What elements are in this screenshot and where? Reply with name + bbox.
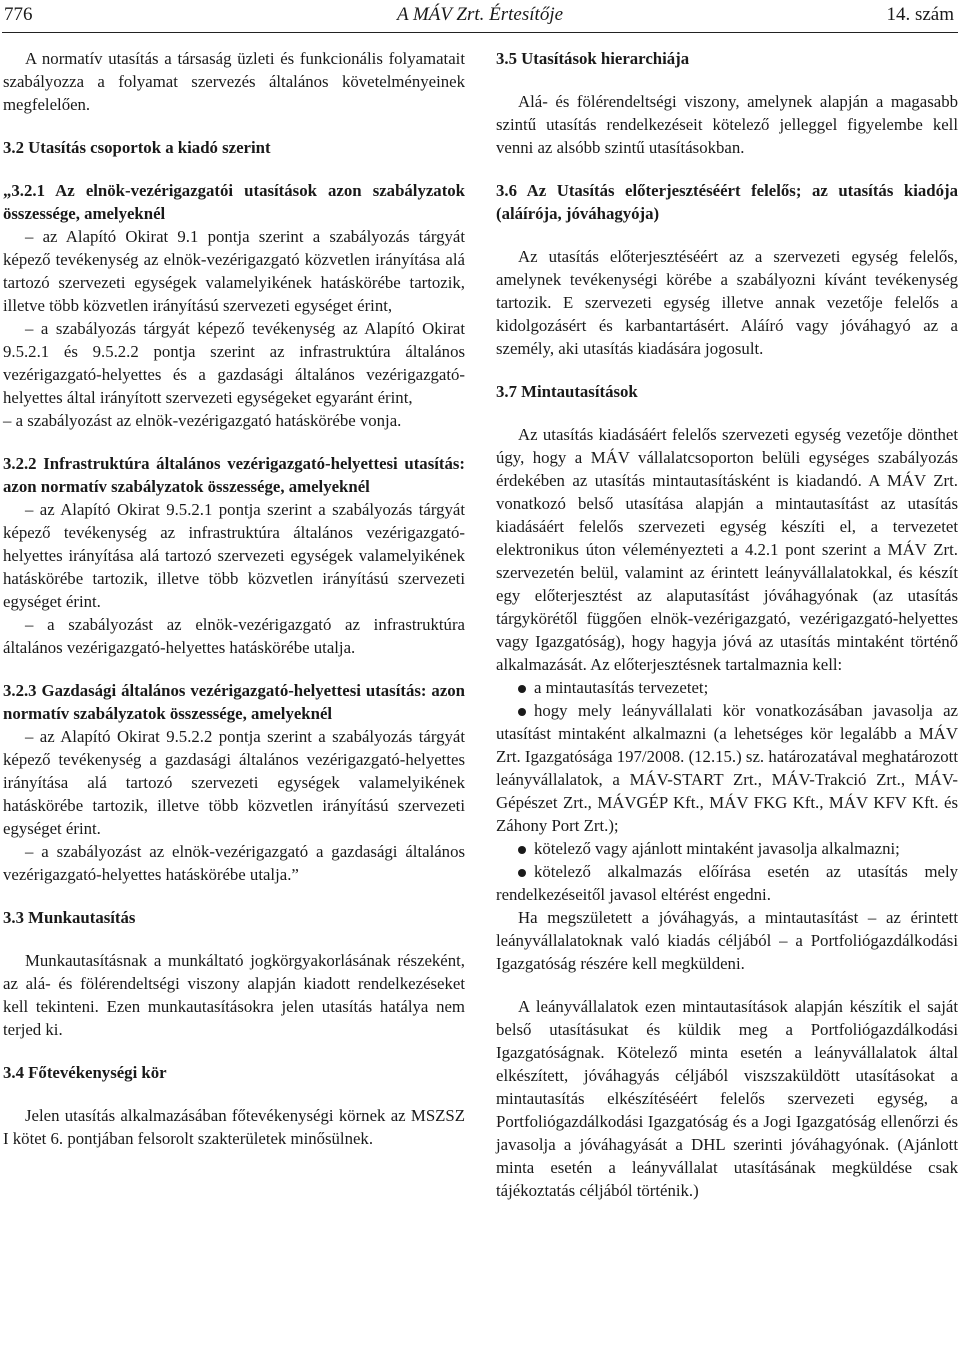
paragraph-3-2-3-a: – az Alapító Okirat 9.5.2.2 pontja szerint a szabályozás tárgyát képező tevékenység a gazdasági általános vezérigazgató-helyettes irányítása alá tartozó szervezeti egységek valamelyikének hatáskörébe tartozik, illetve több közvetlen irányítású szervezeti egységet érint. (3, 727, 465, 838)
right-column (496, 47, 958, 1202)
section-heading-3-2-2: 3.2.2 Infrastruktúra általános vezérigazgató-helyettesi utasítás: azon normatív szabályzatok összessége, amelyeknél (3, 454, 465, 496)
list-item-text: kötelező alkalmazás előírása esetén az utasítás mely rendelkezéseitől javasol eltérést engedni. (496, 862, 958, 904)
section-heading-3-2-1: „3.2.1 Az elnök-vezérigazgatói utasítások azon szabályzatok összessége, amelyeknél (3, 181, 465, 223)
bullet-icon (518, 708, 526, 716)
paragraph-3-3: Munkautasításnak a munkáltató jogkörgyakorlásának részeként, az alá- és fölérendeltségi viszony alapján kiadott rendelkezéseket kell tekinteni. Ezen munkautasításokra jelen utasítás hatálya nem terjed ki. (3, 951, 465, 1039)
left-column (3, 47, 465, 1150)
section-heading-3-4: 3.4 Főtevékenységi kör (3, 1063, 167, 1082)
paragraph-3-5: Alá- és fölérendeltségi viszony, amelynek alapján a magasabb szintű utasítás rendelkezéseit kötelező jelleggel figyelembe kell venni az alsóbb szintű utasításokban. (496, 92, 958, 157)
list-item (496, 676, 958, 699)
list-item-text: a mintautasítás tervezetet; (534, 678, 709, 697)
paragraph-3-4: Jelen utasítás alkalmazásában főtevékenységi körnek az MSZSZ I kötet 6. pontjában felsorolt szakterületek minősülnek. (3, 1106, 465, 1148)
paragraph-subsidiary: A leányvállalatok ezen mintautasítások alapján készítik el saját belső utasításukat és küldik meg a Portfoliógazdálkodási Igazgatóságnak. Kötelező minta esetén a leányvállalatok által elkészített, jóváhagyás céljából viszszaküldött utasításokat a mintautasítás elkészítéséért felelős szervezeti egység, a Portfoliógazdálkodási Igazgatóság és a Jogi Igazgatóság ellenőrzi és javasolja a jóváhagyását a DHL szerinti jóváhagyónak. (Ajánlott minta esetén a leányvállalat utasításának megküldése csak tájékoztatás céljából történik.) (496, 997, 958, 1200)
page-number: 776 (4, 4, 33, 25)
paragraph-3-2-3-b: – a szabályozást az elnök-vezérigazgató a gazdasági általános vezérigazgató-helyettes hatáskörébe utalja.” (3, 842, 465, 884)
section-heading-3-5: 3.5 Utasítások hierarchiája (496, 49, 690, 68)
section-heading-3-3: 3.3 Munkautasítás (3, 908, 136, 927)
issue-number: 14. szám (886, 4, 954, 25)
list-item-text: hogy mely leányvállalati kör vonatkozásában javasolja az utasítást mintaként alkalmazni (a lehetséges kör legalább a MÁV Zrt. Igazgatósága 197/2008. (12.15.) sz. határozatával meghatározott leányvállalatok, a MÁV-START Zrt., MÁV-Trakció Zrt., MÁV-Gépészet Zrt., MÁVGÉP Kft., MÁV FKG Kft., MÁV KFV Kft. és Záhony Port Zrt.); (496, 701, 958, 835)
paragraph-3-2-2-a: – az Alapító Okirat 9.5.2.1 pontja szerint a szabályozás tárgyát képező tevékenység az infrastruktúra általános vezérigazgató-helyettes irányítása alá tartozó szervezeti egységek valamelyikének hatáskörébe tartozik, illetve több közvetlen irányítású szervezeti egységet érint. (3, 500, 465, 611)
paragraph-3-7: Az utasítás kiadásáért felelős szervezeti egység vezetője dönthet úgy, hogy a MÁV vállalatcsoporton belüli egységes szabályozás érdekében az utasítás mintautasításként is kiadandó. A MÁV Zrt. vonatkozó belső utasítása alapján a mintautasítást az utasítás kiadásáért felelős szervezeti egység készíti el, a tervezetet elektronikus úton véleményezteti a 4.2.1 pont szerint a MÁV Zrt. szervezetén belül, valamint az érintett leányvállalatokkal, és készít egy előterjesztést az alaputasítást jóváhagyónak (az utasítás tárgykörétől függően elnök-vezérigazgató, vezérigazgató-helyettes vagy Igazgatóság), hogy hagyja jóvá az utasítás mintaként történő alkalmazását. Az előterjesztésnek tartalmaznia kell: (496, 425, 958, 674)
bullet-icon (518, 685, 526, 693)
paragraph-3-2-1-c: – a szabályozást az elnök-vezérigazgató hatáskörébe vonja. (3, 411, 402, 430)
list-item (496, 699, 958, 837)
bullet-icon (518, 846, 526, 854)
paragraph-3-2-1-b: – a szabályozás tárgyát képező tevékenység az Alapító Okirat 9.5.2.1 és 9.5.2.2 pontja szerint az infrastruktúra általános vezérigazgató-helyettes és a gazdasági általános vezérigazgató-helyettes által irányított szervezeti egységeket egyaránt érint, (3, 319, 465, 407)
section-heading-3-7: 3.7 Mintautasítások (496, 382, 638, 401)
list-item-text: kötelező vagy ajánlott mintaként javasolja alkalmazni; (534, 839, 900, 858)
paragraph-3-2-1-a: – az Alapító Okirat 9.1 pontja szerint a szabályozás tárgyát képező tevékenység az elnök-vezérigazgató közvetlen irányítása alá tartozó szervezeti egységek valamelyikének hatáskörébe tartozik, illetve több közvetlen irányítású szervezeti egységet érint, (3, 227, 465, 315)
journal-title: A MÁV Zrt. Értesítője (396, 4, 564, 25)
list-item (496, 837, 958, 860)
section-heading-3-6: 3.6 Az Utasítás előterjesztéséért felelős; az utasítás kiadója (aláírója, jóváhagyója) (496, 181, 958, 223)
intro-paragraph: A normatív utasítás a társaság üzleti és funkcionális folyamatait szabályozza a folyamat szervezés általános követelményeinek megfelelően. (3, 49, 465, 114)
page-header (0, 4, 960, 34)
bullet-icon (518, 869, 526, 877)
paragraph-approval: Ha megszületett a jóváhagyás, a mintautasítást – az érintett leányvállalatoknak való kiadás céljából – a Portfoliógazdálkodási Igazgatóság részére kell megküldeni. (496, 908, 958, 973)
paragraph-3-2-2-b: – a szabályozást az elnök-vezérigazgató az infrastruktúra általános vezérigazgató-helyettes hatáskörébe utalja. (3, 615, 465, 657)
paragraph-gap (496, 975, 958, 995)
list-item (496, 860, 958, 906)
paragraph-3-6: Az utasítás előterjesztéséért az a szervezeti egység felelős, amelynek tevékenységi körébe a szabályozni kívánt tevékenység tartozik. E szervezeti egység illetve annak vezetője felelős a kidolgozásért és karbantartásért. Aláíró vagy jóváhagyó az a személy, aki utasítás kiadására jogosult. (496, 247, 958, 358)
header-divider (2, 32, 958, 33)
section-heading-3-2: 3.2 Utasítás csoportok a kiadó szerint (3, 138, 271, 157)
section-heading-3-2-3: 3.2.3 Gazdasági általános vezérigazgató-helyettesi utasítás: azon normatív szabályzatok összessége, amelyeknél (3, 681, 465, 723)
